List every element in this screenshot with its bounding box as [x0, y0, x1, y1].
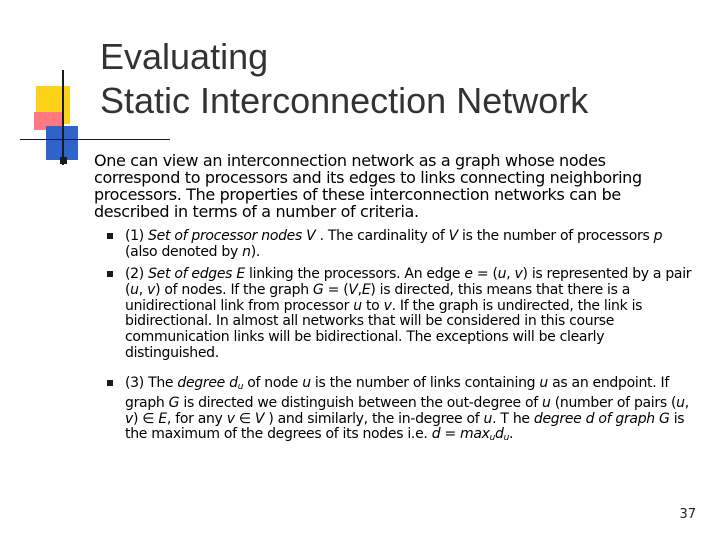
intro-text: One can view an interconnection network as a graph whose nodes correspond to processors and its edges to links connecting neighboring processors. The properties of these interconnection networks can be described in terms of a number of criteria. — [94, 151, 642, 221]
decorative-vertical-line — [62, 70, 64, 165]
intro-bullet — [72, 152, 672, 220]
criterion-item-1 — [107, 229, 697, 261]
square-bullet-icon — [107, 271, 113, 277]
slide-title-line-2: Static Interconnection Network — [100, 80, 589, 121]
criterion-item-2 — [107, 267, 697, 362]
square-bullet-icon — [107, 380, 113, 386]
criterion-1-text: (1) Set of processor nodes V . The cardinality of V is the number of processors p (also denoted by n). — [125, 228, 663, 260]
criterion-item-3 — [107, 376, 697, 447]
slide-title — [100, 35, 700, 123]
square-bullet-icon — [107, 233, 113, 239]
criterion-3-text: (3) The degree $d_u$ of node u is the number of links containing u as an endpoint. If graph G is directed we distinguish between the out-degree of u (number of pairs (u, v) ∈ E, for any v ∈ V ) and similarly, the in-degree of u. T he degree d of graph G is the maximum of the degrees of its nodes i.e. $d = \max_ud_u$. — [125, 375, 689, 444]
page-number: 37 — [679, 507, 696, 522]
slide-title-line-1: Evaluating — [100, 36, 269, 77]
square-bullet-icon — [60, 157, 67, 164]
criterion-2-text: (2) Set of edges E linking the processors. An edge e = (u, v) is represented by a pair (u, v) of nodes. If the graph G = (V,E) is directed, this means that there is a unidirectional link from processor u to v. If the graph is undirected, the link is bidirectional. In almost all networks that will be considered in this course communication links will be bidirectional. The exceptions will be clearly distinguished. — [125, 266, 692, 361]
decorative-horizontal-line — [20, 139, 170, 140]
